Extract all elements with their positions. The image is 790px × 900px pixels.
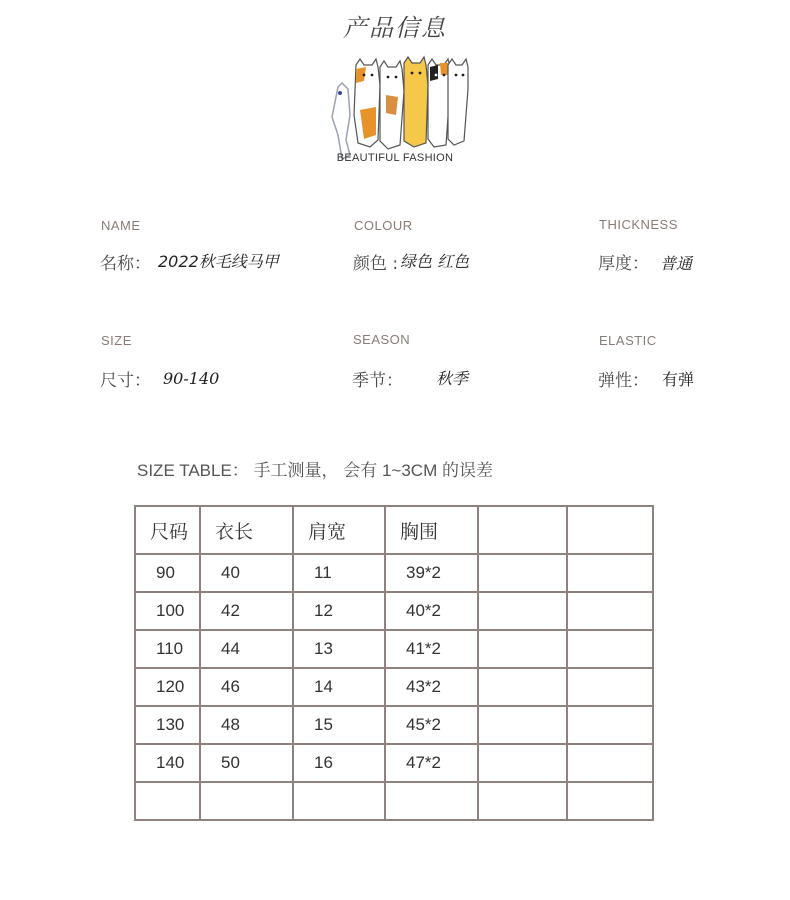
page-title: 产品信息: [343, 14, 447, 42]
elastic-value: 有弹: [662, 370, 695, 389]
name-label: NAME: [101, 218, 141, 233]
table-cell: 40*2: [385, 592, 478, 630]
table-cell: [135, 782, 200, 820]
header-cell-size: 尺码: [135, 506, 200, 554]
table-cell: 110: [135, 630, 200, 668]
table-cell: 40: [200, 554, 293, 592]
table-cell: 14: [293, 668, 385, 706]
size-label: SIZE: [101, 333, 132, 348]
table-cell: [567, 592, 653, 630]
name-value: 2022秋毛线马甲: [158, 252, 279, 271]
table-cell: [478, 630, 567, 668]
table-cell: 16: [293, 744, 385, 782]
table-cell: [478, 744, 567, 782]
table-cell: [567, 782, 653, 820]
header-cell-length: 衣长: [200, 506, 293, 554]
table-row: [135, 630, 653, 668]
table-cell: 90: [135, 554, 200, 592]
colour-value: 绿色 红色: [400, 252, 470, 271]
table-row: [135, 782, 653, 820]
table-cell: [478, 706, 567, 744]
colour-key: 颜色 :: [353, 254, 399, 274]
thickness-key: 厚度：: [598, 254, 649, 274]
table-header-row: [135, 506, 653, 554]
size-table-title: SIZE TABLE： 手工测量， 会有 1~3CM 的误差: [137, 461, 493, 480]
table-cell: 47*2: [385, 744, 478, 782]
table-cell: 11: [293, 554, 385, 592]
table-cell: [567, 554, 653, 592]
table-cell: [478, 554, 567, 592]
table-cell: 43*2: [385, 668, 478, 706]
table-cell: 42: [200, 592, 293, 630]
elastic-key: 弹性：: [598, 371, 649, 391]
table-cell: 15: [293, 706, 385, 744]
table-row: [135, 668, 653, 706]
season-value: 秋季: [436, 369, 469, 388]
table-row: [135, 592, 653, 630]
table-cell: 41*2: [385, 630, 478, 668]
table-cell: [567, 630, 653, 668]
header-cell-empty: [567, 506, 653, 554]
table-row: [135, 744, 653, 782]
season-key: 季节：: [352, 371, 403, 391]
colour-label: COLOUR: [354, 218, 413, 233]
table-cell: 39*2: [385, 554, 478, 592]
table-cell: 45*2: [385, 706, 478, 744]
table-cell: 44: [200, 630, 293, 668]
table-cell: 140: [135, 744, 200, 782]
table-cell: [478, 668, 567, 706]
table-cell: 50: [200, 744, 293, 782]
thickness-value: 普通: [660, 254, 693, 273]
table-row: [135, 706, 653, 744]
table-cell: 120: [135, 668, 200, 706]
header-cell-shoulder: 肩宽: [293, 506, 385, 554]
logo-text: BEAUTIFUL FASHION: [336, 152, 454, 164]
table-cell: 46: [200, 668, 293, 706]
elastic-label: ELASTIC: [599, 333, 657, 348]
size-key: 尺寸：: [100, 371, 151, 391]
table-cell: [478, 592, 567, 630]
table-cell: [567, 668, 653, 706]
size-table: [134, 505, 654, 821]
table-cell: [385, 782, 478, 820]
size-value: 90-140: [163, 369, 220, 388]
table-cell: [567, 706, 653, 744]
table-cell: [293, 782, 385, 820]
table-cell: [200, 782, 293, 820]
table-cell: [567, 744, 653, 782]
table-cell: 130: [135, 706, 200, 744]
season-label: SEASON: [353, 332, 411, 347]
name-key: 名称：: [100, 254, 151, 274]
table-cell: [478, 782, 567, 820]
table-row: [135, 554, 653, 592]
table-cell: 13: [293, 630, 385, 668]
table-cell: 48: [200, 706, 293, 744]
table-cell: 100: [135, 592, 200, 630]
header-cell-empty: [478, 506, 567, 554]
thickness-label: THICKNESS: [599, 217, 678, 232]
header-cell-chest: 胸围: [385, 506, 478, 554]
table-cell: 12: [293, 592, 385, 630]
